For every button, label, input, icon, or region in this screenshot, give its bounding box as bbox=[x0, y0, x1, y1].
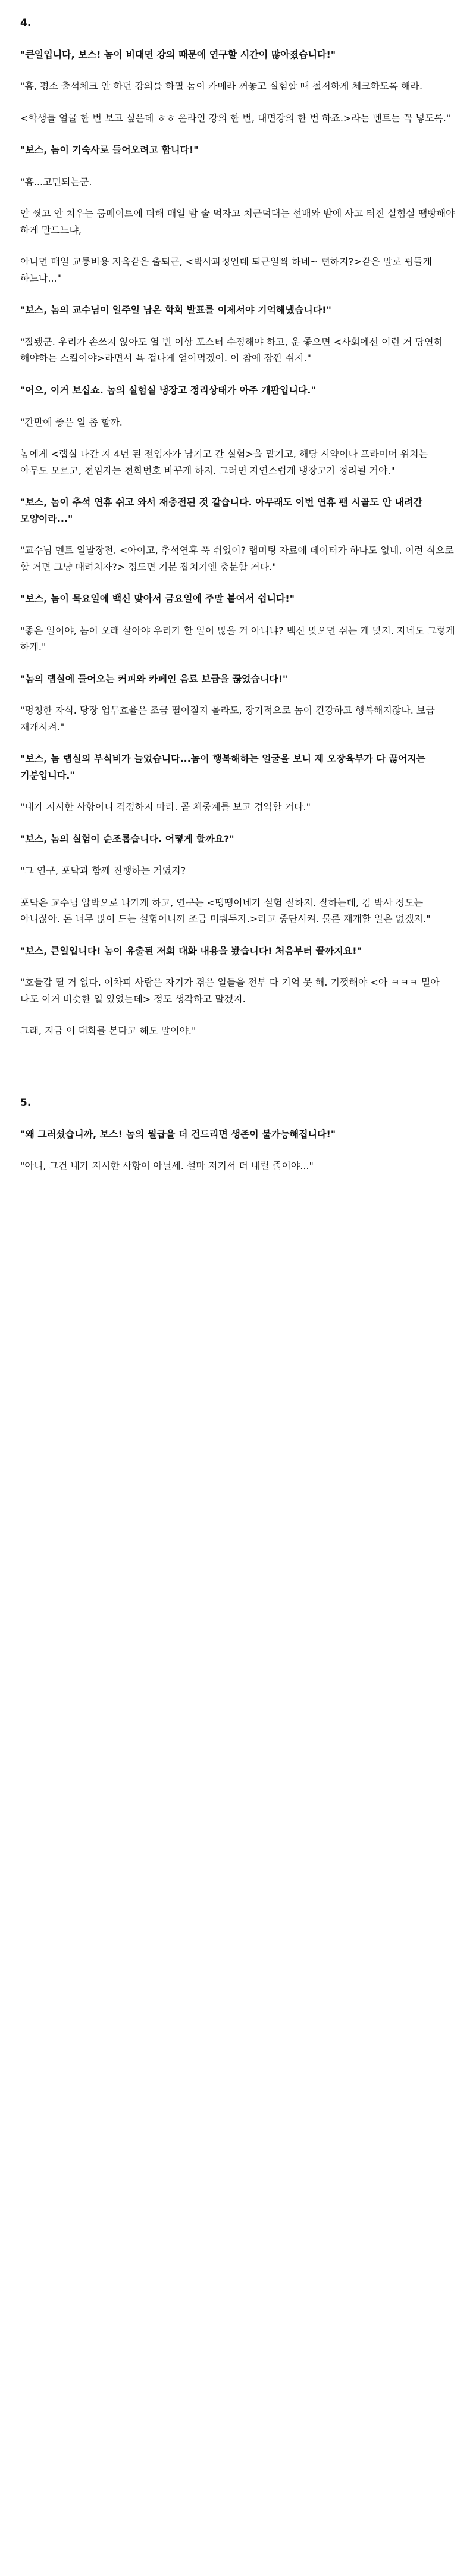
section-4 bbox=[20, 17, 456, 1039]
paragraph: "보스, 놈이 기숙사로 들어오려고 합니다!" bbox=[20, 144, 199, 156]
paragraph: 아니면 매일 교통비용 지옥같은 출퇴근, <박사과정인데 퇴근일찍 하네~ 편하지?>같은 말로 핍들게 하느냐..." bbox=[20, 256, 436, 284]
paragraph: "간만에 좋은 일 좀 할까. bbox=[20, 416, 123, 428]
paragraph: "흠, 평소 출석체크 안 하던 강의를 하필 놈이 카메라 꺼놓고 실험할 때 철저하게 체크하도록 해라. bbox=[20, 80, 423, 92]
paragraph: "그 연구, 포닥과 함께 진행하는 거였지? bbox=[20, 865, 186, 877]
paragraph: "보스, 놈이 추석 연휴 쉬고 와서 재충전된 것 같습니다. 아무래도 이번 연휴 팬 시골도 안 내려간 모양이라..." bbox=[20, 496, 426, 524]
paragraph: 놈에게 <랩실 나간 지 4년 된 전임자가 남기고 간 실험>을 맡기고, 해당 시약이나 프라이머 위치는 아무도 모르고, 전임자는 전화번호 바꾸게 하지. 그러면 자연스럽게 냉장고가 정리될 거야." bbox=[20, 448, 431, 476]
paragraph: "놈의 랩실에 들어오는 커피와 카페인 음료 보급을 끊었습니다!" bbox=[20, 673, 288, 684]
paragraph: 포닥은 교수님 압박으로 나가게 하고, 연구는 <땡땡이네가 실험 잘하지. 잘하는데, 김 박사 정도는 아니잖아. 돈 너무 많이 드는 실험이니까 조금 미뤄두자.>라고 중단시켜. 물론 재개할 일은 없겠지." bbox=[20, 896, 431, 925]
paragraph: "보스, 큰일입니다! 놈이 유출된 저희 대화 내용을 봤습니다! 처음부터 끝까지요!" bbox=[20, 945, 362, 956]
paragraph: "보스, 놈의 교수님이 일주일 남은 학회 발표를 이제서야 기억해냈습니다!" bbox=[20, 304, 331, 316]
paragraph: "좋은 일이야, 놈이 오래 살아야 우리가 할 일이 많을 거 아니냐? 백신 맞으면 쉬는 게 맞지. 자네도 그렇게 하게." bbox=[20, 624, 458, 653]
paragraph: "큰일입니다, 보스! 놈이 비대면 강의 때문에 연구할 시간이 많아졌습니다!" bbox=[20, 48, 336, 60]
paragraph: "내가 지시한 사항이니 걱정하지 마라. 곧 체중계를 보고 경악할 거다." bbox=[20, 801, 311, 813]
paragraph: "왜 그러셨습니까, 보스! 놈의 월급을 더 건드리면 생존이 불가능해집니다!" bbox=[20, 1128, 336, 1140]
paragraph: "보스, 놈이 목요일에 백신 맞아서 금요일에 주말 붙여서 쉽니다!" bbox=[20, 593, 295, 605]
paragraph: 그래, 지금 이 대화를 본다고 해도 말이야." bbox=[20, 1025, 196, 1037]
section-number: 5. bbox=[20, 1096, 32, 1109]
paragraph: "흠...고민되는군. bbox=[20, 176, 92, 187]
section-5 bbox=[20, 1096, 456, 1174]
paragraph: "잘됐군. 우리가 손쓰지 않아도 열 번 이상 포스터 수정해야 하고, 운 좋으면 <사회에선 이런 거 당연히 해야하는 스킬이야>라면서 욕 겁나게 얻어먹겠어. 이 참에 잠깐 쉬지." bbox=[20, 336, 446, 364]
section-number: 4. bbox=[20, 17, 32, 29]
paragraph: 안 씻고 안 치우는 룸메이트에 더해 매일 밤 술 먹자고 치근덕대는 선배와 밤에 사고 터진 실험실 땜빵해야 하게 만드느냐, bbox=[20, 208, 458, 236]
paragraph: "아니, 그건 내가 지시한 사항이 아닐세. 설마 저기서 더 내릴 줄이야..." bbox=[20, 1160, 314, 1172]
paragraph: <학생들 얼굴 한 번 보고 싶은데 ㅎㅎ 온라인 강의 한 번, 대면강의 한 번 하죠.>라는 멘트는 꼭 넣도록." bbox=[20, 112, 451, 124]
paragraph: "멍청한 자식. 당장 업무효율은 조금 떨어질지 몰라도, 장기적으로 놈이 건강하고 행복해지잖나. 보급 재개시켜." bbox=[20, 705, 438, 733]
section-gap bbox=[20, 1055, 456, 1096]
paragraph: "호들갑 떨 거 없다. 어차피 사람은 자기가 겪은 일들을 전부 다 기억 못 해. 기껏해야 <아 ㅋㅋㅋ 멀아 나도 이거 비슷한 일 있었는데> 정도 생각하고 말겠지. bbox=[20, 977, 443, 1005]
paragraph: "교수님 멘트 일발장전. <아이고, 추석연휴 푹 쉬었어? 랩미팅 자료에 데이터가 하나도 없네. 이런 식으로 할 거면 그냥 때려치자?> 정도면 기분 잡치기엔 충분할 거다." bbox=[20, 545, 457, 573]
paragraph: "보스, 놈 랩실의 부식비가 늘었습니다...놈이 행복해하는 얼굴을 보니 제 오장육부가 다 끊어지는 기분입니다." bbox=[20, 753, 429, 781]
paragraph: "어으, 이거 보십쇼. 놈의 실험실 냉장고 정리상태가 아주 개판입니다." bbox=[20, 384, 316, 396]
paragraph: "보스, 놈의 실험이 순조롭습니다. 어떻게 할까요?" bbox=[20, 833, 234, 845]
document-page bbox=[0, 0, 476, 1214]
